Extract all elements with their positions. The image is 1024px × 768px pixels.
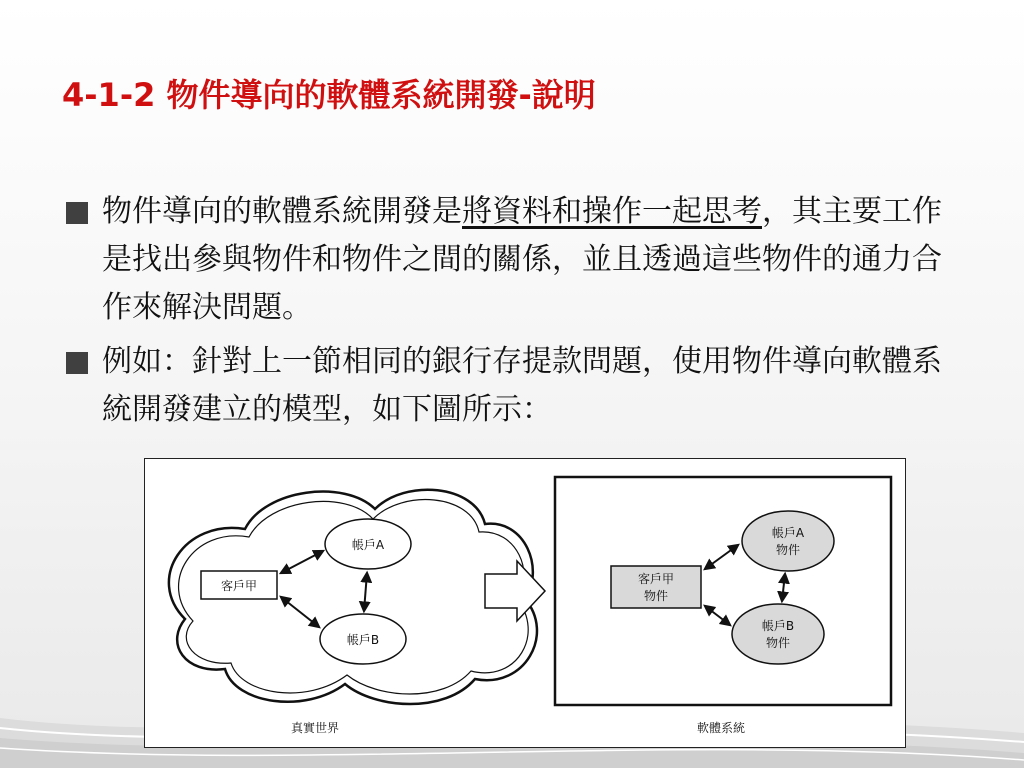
software-caption: 軟體系統 — [696, 721, 746, 735]
account-a-object-sublabel: 物件 — [775, 543, 801, 557]
customer-object-label: 客戶甲 — [637, 572, 675, 586]
bullet-item — [66, 338, 946, 434]
bullet-underlined-text: 將資料和操作一起思考 — [462, 194, 762, 229]
account-b-label: 帳戶B — [346, 633, 380, 647]
account-a-object-label: 帳戶A — [771, 526, 805, 540]
bullet-text: 物件導向的軟體系統開發是 — [102, 194, 462, 229]
bullet-text: 例如：針對上一節相同的銀行存提款問題，使用物件導向軟體系統開發建立的模型，如下圖所示： — [102, 344, 942, 427]
customer-label: 客戶甲 — [220, 579, 258, 593]
software-frame — [555, 477, 891, 705]
account-b-object-label: 帳戶B — [761, 619, 795, 633]
bullet-item — [66, 188, 946, 332]
account-a-label: 帳戶A — [351, 538, 385, 552]
account-a-object-node — [742, 511, 834, 571]
real-world-caption: 真實世界 — [290, 721, 340, 735]
customer-object-sublabel: 物件 — [643, 589, 669, 603]
model-diagram — [144, 458, 906, 748]
account-b-object-node — [732, 604, 824, 664]
slide-title: 4-1-2 物件導向的軟體系統開發-說明 — [62, 76, 596, 114]
square-bullet-icon — [66, 352, 88, 374]
account-b-object-sublabel: 物件 — [765, 636, 791, 650]
diagram-canvas — [145, 459, 905, 747]
bullet-text: ，其主要工作是找出參與物件和物件之間的關係，並且透過這些物件的通力合作來解決問題。 — [102, 194, 942, 325]
bullet-list — [66, 188, 946, 434]
square-bullet-icon — [66, 202, 88, 224]
